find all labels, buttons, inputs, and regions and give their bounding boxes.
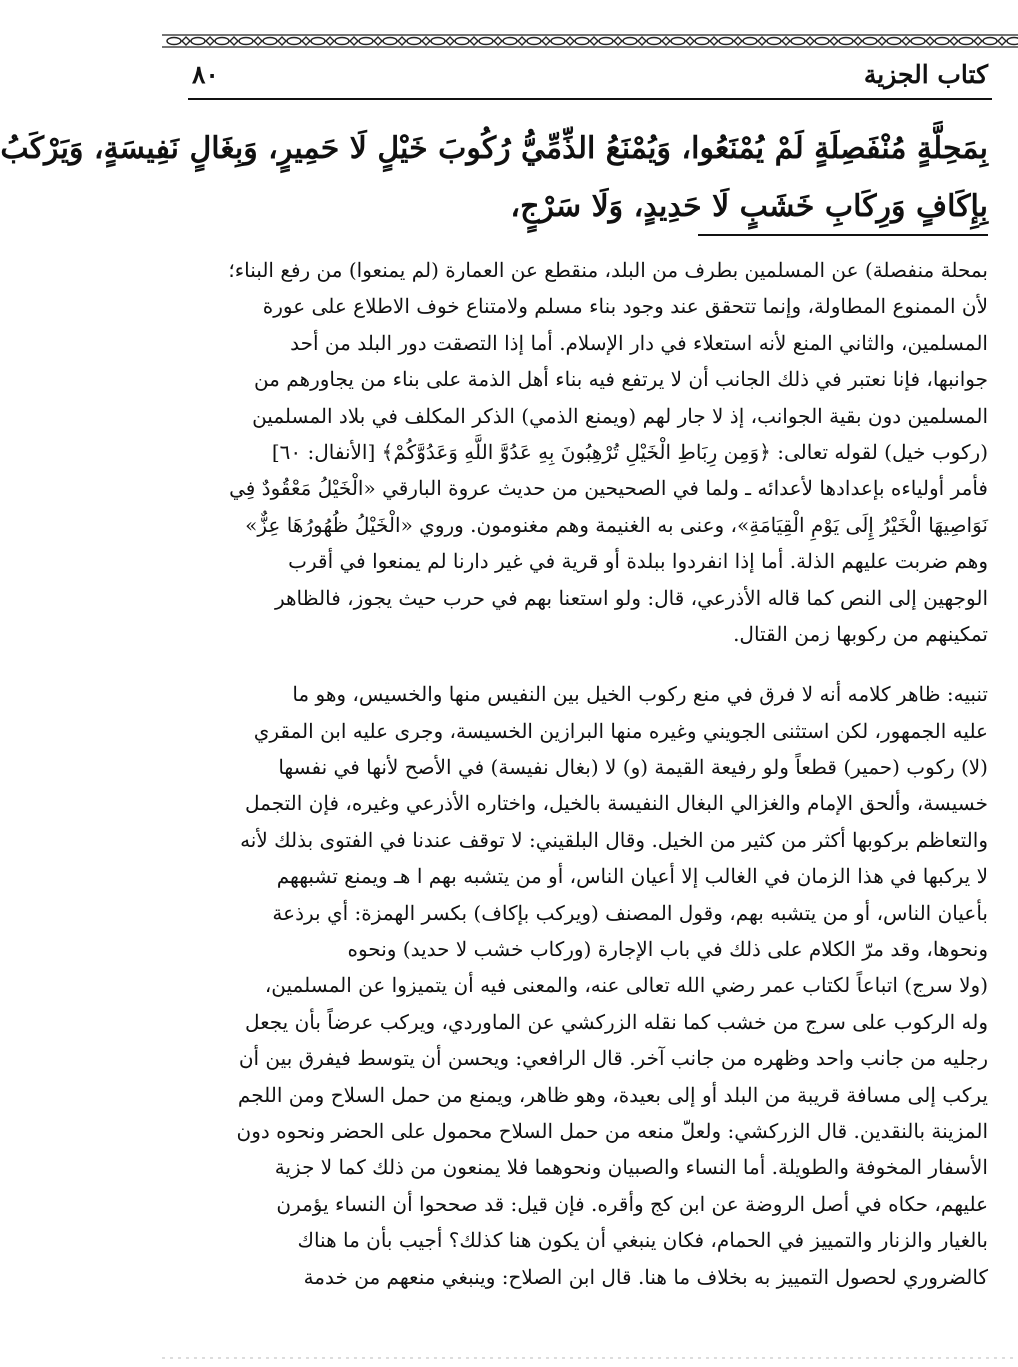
commentary-line: المسلمين، والثاني المنع لأنه استعلاء في دار الإسلام. أما إذا التصقت دور البلد من أحد: [290, 330, 988, 355]
commentary-line: الوجهين إلى النص كما قاله الأذرعي، قال: ولو استعنا بهم في حرب حيث يجوز، فالظاهر: [274, 585, 988, 610]
commentary-line: بمحلة منفصلة) عن المسلمين بطرف من البلد، منقطع عن العمارة (لم يمنعوا) من رفع البناء؛: [228, 258, 988, 282]
paragraph-gap: [188, 652, 988, 676]
commentary-line: نَوَاصِيهَا الْخَيْرُ إِلَى يَوْمِ الْقِيَامَةِ»، وعنى به الغنيمة وهم مغنومون. وروي «الْخَيْلُ ظُهُورُهَا عِزٌّ»: [245, 512, 988, 537]
running-head: [182, 58, 998, 94]
commentary-line: (لا) ركوب (حمير) قطعاً ولو رفيعة القيمة (و) لا (بغال نفيسة) في الأصح لأنها في نفسها: [278, 755, 988, 780]
commentary-paragraph: [188, 252, 988, 652]
commentary: [188, 252, 988, 1295]
main-text-line: بِإِكَافٍ وَرِكَابِ خَشَبٍ لَا حَدِيدٍ، وَلَا سَرْجٍ،: [510, 189, 988, 224]
commentary-line: بالغيار والزنار والتمييز في الحمام، فكان ينبغي أن يكون هنا كذلك؟ أجيب بأن ما هناك: [297, 1228, 988, 1253]
page-number: ٨٠: [192, 60, 219, 89]
commentary-line: لا يركبها في هذا الزمان في الغالب إلا أعيان الناس، أو من يتشبه بهم ا هـ ويمنع تشبههم: [276, 864, 988, 889]
header-title: كتاب الجزية: [863, 60, 988, 89]
commentary-line: وله الركوب على سرج من خشب كما نقله الزركشي عن الماوردي، ويركب عرضاً بأن يجعل: [244, 1009, 988, 1034]
commentary-line: وهم ضربت عليهم الذلة. أما إذا انفردوا ببلدة أو قرية في غير دارنا لم يمنعوا في أقرب: [288, 549, 988, 574]
commentary-line: كالضروري لحصول التمييز به بخلاف ما هنا. قال ابن الصلاح: وينبغي منعهم من خدمة: [303, 1264, 988, 1289]
commentary-line: المزينة بالنقدين. قال الزركشي: ولعلّ منعه من حمل السلاح محمول على الحضر ونحوه دون: [236, 1118, 988, 1143]
commentary-line: خسيسة، وألحق الإمام والغزالي البغال النفيسة بالخيل، واختاره الأذرعي وغيره، فإن التجمل: [245, 791, 988, 816]
commentary-line: عليهم، حكاه في أصل الروضة عن ابن كج وأقره. فإن قيل: قد صححوا أن النساء يؤمرن: [276, 1191, 988, 1216]
commentary-line: المسلمين دون بقية الجوانب، إذ لا جار لهم (ويمنع الذمي) الذكر المكلف في بلاد المسلمين: [252, 403, 988, 428]
commentary-line: يركب إلى مسافة قريبة من البلد أو إلى بعيدة، وهو ظاهر، ويمنع من حمل السلاح ومن اللجم: [237, 1082, 988, 1107]
main-text: [0, 120, 988, 236]
scan-edge-noise: [162, 1353, 1018, 1363]
commentary-line: تنبيه: ظاهر كلامه أنه لا فرق في منع ركوب الخيل بين النفيس منها والخسيس، وهو ما: [292, 682, 988, 707]
ornamental-border: [162, 32, 1018, 50]
footnote-rule: [698, 234, 988, 236]
commentary-line: ونحوها، وقد مرّ الكلام على ذلك في باب الإجارة (وركاب خشب لا حديد) ونحوه: [347, 937, 988, 962]
commentary-line: (ولا سرج) اتباعاً لكتاب عمر رضي الله تعالى عنه، والمعنى فيه أن يتميزوا عن المسلمين،: [264, 973, 988, 998]
commentary-line: والتعاظم بركوبها أكثر من كثير من الخيل. وقال البلقيني: لا توقف عندنا في الفتوى بذلك لأنه: [240, 827, 988, 852]
main-text-line: بِمَحِلَّةٍ مُنْفَصِلَةٍ لَمْ يُمْنَعُوا، وَيُمْنَعُ الذِّمِّيُّ رُكُوبَ خَيْلٍ لَا حَمِيرٍ، وَبِغَالٍ نَفِيسَةٍ، وَيَرْكَبُ: [0, 131, 988, 166]
commentary-line: بأعيان الناس، أو من يتشبه بهم، وقول المصنف (ويركب بإكاف) بكسر الهمزة: أي برذعة: [272, 900, 988, 925]
commentary-line: (ركوب خيل) لقوله تعالى: ﴿وَمِن رِبَاطِ الْخَيْلِ تُرْهِبُونَ بِهِ عَدُوَّ اللَّهِ وَعَدُوَّكُمْ﴾ [الأنفال: ٦٠]: [271, 439, 988, 464]
commentary-line: لأن الممنوع المطاولة، وإنما تتحقق عند وجود بناء مسلم ولامتناع خوف الاطلاع على عورة: [262, 294, 988, 319]
commentary-line: رجليه من جانب واحد وظهره من جانب آخر. قال الرافعي: ويحسن أن يتوسط فيفرق بين أن: [238, 1046, 988, 1071]
commentary-line: عليه الجمهور، لكن استثنى الجويني وغيره منها البرازين الخسيسة، وجرى عليه ابن المقري: [253, 718, 988, 743]
commentary-line: فأمر أولياءه بإعدادها لأعدائه ـ ولما في الصحيحين من حديث عروة البارقي «الْخَيْلُ مَعْقُودٌ فِي: [229, 476, 988, 501]
commentary-line: الأسفار المخوفة والطويلة. أما النساء والصبيان ونحوهما فلا يمنعون من ذلك كما لا جزية: [274, 1155, 988, 1180]
commentary-line: تمكينهم من ركوبها زمن القتال.: [733, 621, 988, 646]
commentary-line: جوانبها، فإنا نعتبر في ذلك الجانب أن لا يرتفع فيه بناء أهل الذمة على بناء من يجاورهم من: [253, 367, 988, 392]
header-rule: [188, 98, 992, 100]
commentary-paragraph: [188, 676, 988, 1295]
